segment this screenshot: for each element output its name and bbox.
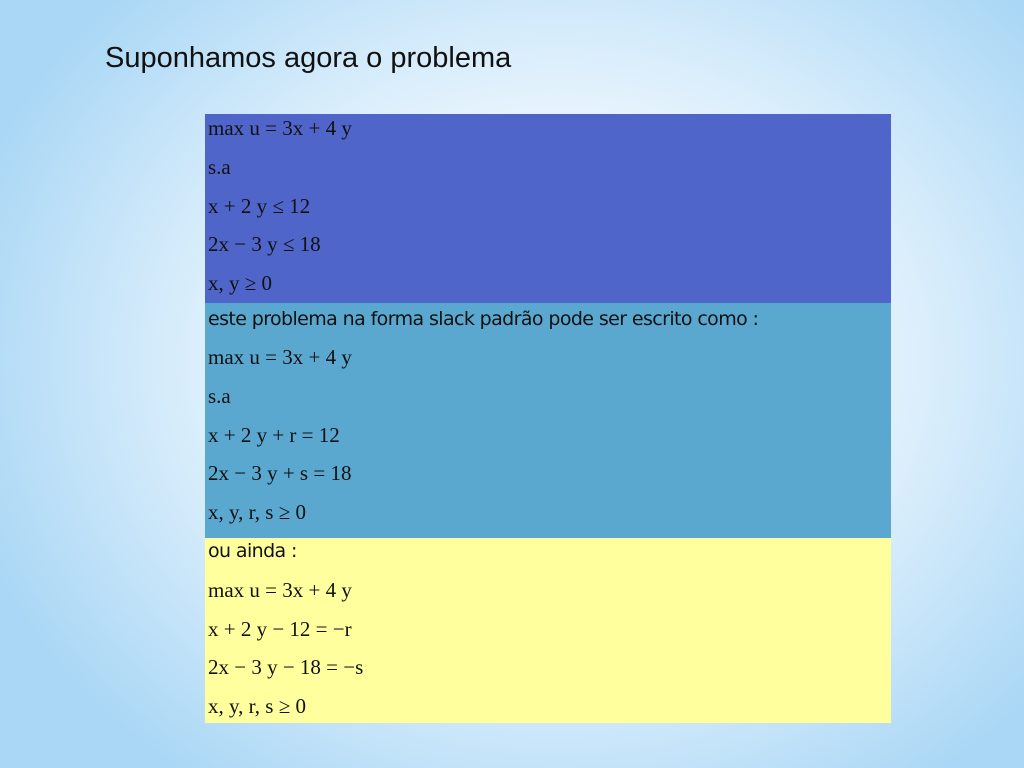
constraint-1: x + 2 y ≤ 12 xyxy=(208,194,311,218)
slack-form-heading: este problema na forma slack padrão pode ser escrito como : xyxy=(208,308,759,330)
objective-function: max u = 3x + 4 y xyxy=(208,345,352,369)
subject-to-label: s.a xyxy=(208,155,231,179)
slack-constraint-1: x + 2 y + r = 12 xyxy=(208,423,340,447)
objective-function: max u = 3x + 4 y xyxy=(208,116,352,140)
non-negativity-constraint: x, y ≥ 0 xyxy=(208,271,273,295)
alt-constraint-2: 2x − 3 y − 18 = −s xyxy=(208,655,364,679)
non-negativity-constraint: x, y, r, s ≥ 0 xyxy=(208,500,306,524)
slack-constraint-2: 2x − 3 y + s = 18 xyxy=(208,461,352,485)
subject-to-label: s.a xyxy=(208,384,231,408)
constraint-2: 2x − 3 y ≤ 18 xyxy=(208,232,321,256)
slack-form-block xyxy=(205,303,891,538)
objective-function: max u = 3x + 4 y xyxy=(208,578,352,602)
original-problem-block xyxy=(205,114,891,303)
non-negativity-constraint: x, y, r, s ≥ 0 xyxy=(208,694,306,718)
alt-constraint-1: x + 2 y − 12 = −r xyxy=(208,617,352,641)
alternative-form-block xyxy=(205,538,891,723)
slide-title: Suponhamos agora o problema xyxy=(105,42,512,74)
alternative-form-heading: ou ainda : xyxy=(208,540,297,562)
